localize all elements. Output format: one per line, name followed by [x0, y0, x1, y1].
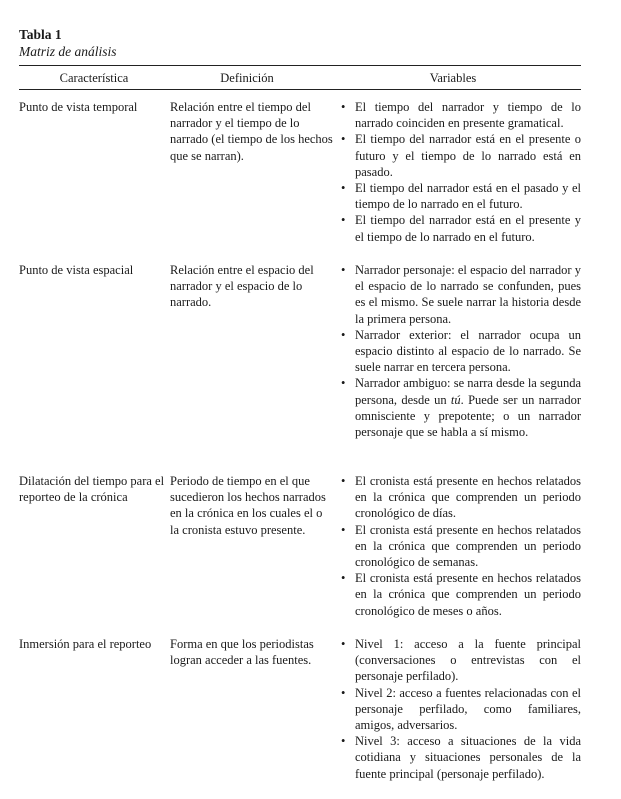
row-variables [338, 636, 581, 782]
variable-item: • El tiempo del narrador está en el presente o futuro y el tiempo de lo narrado está en pasado. [341, 132, 581, 179]
emphasis-text: tú [450, 392, 461, 407]
bullet-icon: • [341, 571, 346, 586]
table-header-row [19, 66, 581, 89]
variable-item: • Narrador personaje: el espacio del narrador y el espacio de lo narrado se confunden, pues es el mismo. Se suele narrar la historia desde la primera persona. [341, 263, 581, 326]
variable-item: • El cronista está presente en hechos relatados en la crónica que comprenden un periodo cronológico de días. [341, 474, 581, 521]
header-variables: Variables [429, 71, 477, 85]
variable-item: • El tiempo del narrador y tiempo de lo narrado coinciden en presente gramatical. [341, 100, 581, 131]
bullet-icon: • [341, 734, 346, 749]
variable-item: • Nivel 1: acceso a la fuente principal (conversaciones o entrevistas con el personaje perfilado). [341, 637, 581, 684]
variable-item: • El cronista está presente en hechos relatados en la crónica que comprenden un periodo cronológico de meses o años. [341, 571, 581, 618]
table-caption: Matriz de análisis [19, 44, 117, 59]
bullet-icon: • [341, 637, 346, 651]
bullet-icon: • [341, 132, 346, 147]
variable-item: • Narrador exterior: el narrador ocupa un espacio distinto al espacio de lo narrado. Se suele narrar en tercera persona. [341, 327, 581, 375]
variable-item: • Nivel 3: acceso a situaciones de la vida cotidiana y situaciones personales de la fuente principal (personaje perfilado). [341, 734, 581, 781]
row-caracteristica: Punto de vista espacial [19, 263, 134, 277]
row-definicion: Relación entre el tiempo del narrador y el tiempo de lo narrado (el tiempo de los hechos que se narran). [170, 100, 333, 163]
table-row [19, 473, 581, 619]
header-definicion: Definición [220, 71, 274, 85]
bullet-icon: • [341, 181, 346, 196]
row-definicion: Forma en que los periodistas logran acceder a las fuentes. [170, 637, 314, 668]
row-variables [338, 473, 581, 619]
header-caracteristica: Característica [59, 71, 129, 85]
bullet-icon: • [341, 376, 346, 391]
table-row [19, 99, 581, 245]
row-caracteristica: Inmersión para el reporteo [19, 637, 152, 651]
variable-item: • El tiempo del narrador está en el pasado y el tiempo de lo narrado en el futuro. [341, 181, 581, 212]
bullet-icon: • [341, 522, 346, 537]
row-caracteristica: Punto de vista temporal [19, 100, 138, 114]
bullet-icon: • [341, 685, 346, 700]
bullet-icon: • [341, 263, 346, 277]
bullet-icon: • [341, 474, 346, 488]
table-row [19, 636, 581, 782]
variable-item: • El cronista está presente en hechos relatados en la crónica que comprenden un periodo cronológico de semanas. [341, 522, 581, 570]
bullet-icon: • [341, 100, 346, 114]
table-row [19, 262, 581, 440]
variable-item: • Nivel 2: acceso a fuentes relacionadas con el personaje perfilado, como familiares, amigos, adversarios. [341, 685, 581, 733]
bullet-icon: • [341, 213, 346, 228]
table-header-rule [19, 89, 581, 90]
row-definicion: Relación entre el espacio del narrador y el espacio de lo narrado. [170, 263, 314, 310]
variable-item: • Narrador ambiguo: se narra desde la segunda persona, desde un tú. Puede ser un narrador omnisciente y prepotente; o un narrador personaje que se habla a sí mismo. [341, 376, 581, 440]
variable-item: • El tiempo del narrador está en el presente y el tiempo de lo narrado en el futuro. [341, 213, 581, 244]
row-variables [338, 99, 581, 245]
row-definicion: Periodo de tiempo en el que sucedieron los hechos narrados en la crónica en los cuales el o la cronista estuvo presente. [170, 474, 326, 537]
table-container [19, 26, 581, 781]
row-variables [338, 262, 581, 440]
table-label: Tabla 1 [19, 27, 62, 42]
bullet-icon: • [341, 327, 346, 342]
row-caracteristica: Dilatación del tiempo para el reporteo de la crónica [19, 474, 165, 505]
